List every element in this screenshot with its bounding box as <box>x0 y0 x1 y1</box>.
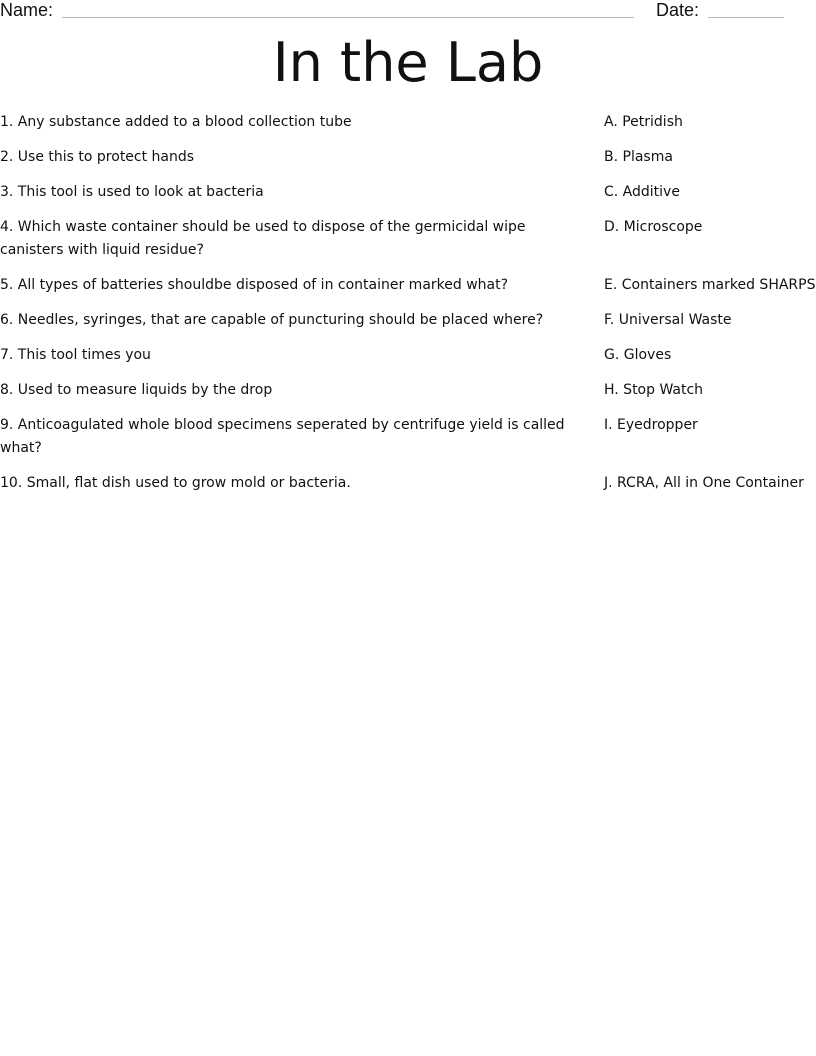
clue-text: 4. Which waste container should be used to dispose of the germicidal wipe canisters with liquid residue? <box>0 219 526 258</box>
answer-option: A. Petridish <box>604 114 683 130</box>
clue-text: 10. Small, flat dish used to grow mold or bacteria. <box>0 475 351 491</box>
worksheet-header <box>0 0 816 22</box>
clue-text: 2. Use this to protect hands <box>0 149 195 165</box>
matching-row <box>0 111 816 134</box>
matching-row <box>0 344 816 367</box>
clue-text: 8. Used to measure liquids by the drop <box>0 382 273 398</box>
date-blank-line[interactable] <box>708 17 784 18</box>
answer-option: D. Microscope <box>604 219 703 235</box>
answer-option: H. Stop Watch <box>604 382 704 398</box>
matching-row <box>0 472 816 495</box>
matching-row <box>0 309 816 332</box>
page-title: In the Lab <box>272 31 544 94</box>
answer-option: B. Plasma <box>604 149 673 165</box>
clue-text: 7. This tool times you <box>0 347 151 363</box>
clue-text: 9. Anticoagulated whole blood specimens seperated by centrifuge yield is called what? <box>0 417 565 456</box>
answer-option: C. Additive <box>604 184 680 200</box>
matching-row <box>0 379 816 402</box>
clue-text: 3. This tool is used to look at bacteria <box>0 184 264 200</box>
name-label: Name: <box>0 0 54 20</box>
name-blank-line[interactable] <box>62 17 634 18</box>
matching-row <box>0 414 816 460</box>
matching-row <box>0 181 816 204</box>
matching-list <box>0 111 816 507</box>
date-label: Date: <box>656 0 700 20</box>
answer-option: F. Universal Waste <box>604 312 732 328</box>
matching-row <box>0 216 816 262</box>
matching-row <box>0 146 816 169</box>
answer-option: E. Containers marked SHARPS <box>604 277 816 293</box>
clue-text: 6. Needles, syringes, that are capable of puncturing should be placed where? <box>0 312 544 328</box>
answer-option: I. Eyedropper <box>604 417 698 433</box>
clue-text: 5. All types of batteries shouldbe disposed of in container marked what? <box>0 277 509 293</box>
matching-row <box>0 274 816 297</box>
answer-option: G. Gloves <box>604 347 672 363</box>
clue-text: 1. Any substance added to a blood collection tube <box>0 114 352 130</box>
answer-option: J. RCRA, All in One Container <box>604 475 804 491</box>
